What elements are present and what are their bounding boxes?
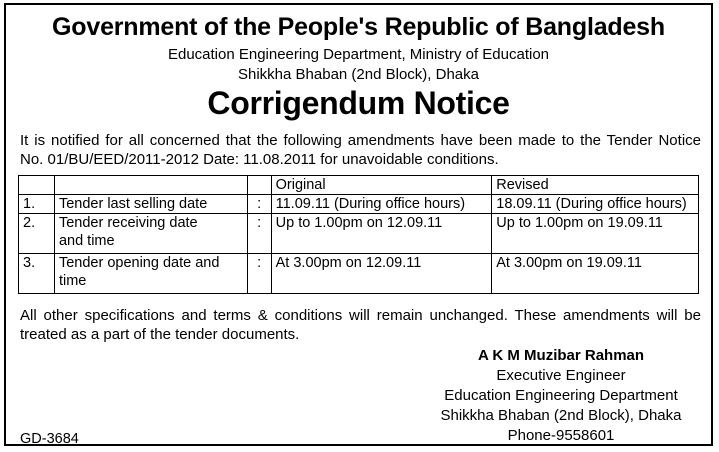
row-item <box>54 195 247 214</box>
row-item-text-cont: time <box>58 273 87 289</box>
reference-code: GD-3684 <box>20 431 79 447</box>
table-cell <box>247 176 271 195</box>
table-cell <box>19 176 55 195</box>
table-row <box>19 254 699 294</box>
table-cell <box>54 176 247 195</box>
government-title: Government of the People's Republic of Bangladesh <box>52 13 665 41</box>
row-original: 11.09.11 (During office hours) <box>271 195 492 214</box>
row-revised: Up to 1.00pm on 19.09.11 <box>492 214 699 254</box>
header-revised: Revised <box>492 176 699 195</box>
row-separator: : <box>247 214 271 254</box>
row-number: 1. <box>19 195 55 214</box>
intro-line-1: It is notified for all concerned that the following amendments have been made to the Tender Notice <box>20 132 701 149</box>
address-line: Shikkha Bhaban (2nd Block), Dhaka <box>238 66 479 83</box>
row-original: Up to 1.00pm on 12.09.11 <box>271 214 492 254</box>
table-header-row <box>19 176 699 195</box>
row-revised: At 3.00pm on 19.09.11 <box>492 254 699 294</box>
notice-title: Corrigendum Notice <box>207 85 510 121</box>
row-item-text: Tender opening date and <box>58 255 220 271</box>
table-row <box>19 195 699 214</box>
signatory-department: Education Engineering Department <box>444 387 678 404</box>
amendment-table <box>18 175 699 294</box>
signatory-phone: Phone-9558601 <box>507 427 615 444</box>
row-revised: 18.09.11 (During office hours) <box>492 195 699 214</box>
signature-block <box>436 346 686 446</box>
signatory-address: Shikkha Bhaban (2nd Block), Dhaka <box>440 407 682 424</box>
table-row <box>19 214 699 254</box>
row-number: 2. <box>19 214 55 254</box>
row-item <box>54 254 247 294</box>
row-number: 3. <box>19 254 55 294</box>
corrigendum-notice <box>4 3 713 446</box>
department-line: Education Engineering Department, Ministry of Education <box>167 46 550 63</box>
closing-line-2: treated as a part of the tender documents. <box>20 326 300 343</box>
header-original: Original <box>271 176 492 195</box>
closing-paragraph <box>20 306 701 344</box>
row-item-text: Tender last selling date <box>58 196 208 212</box>
intro-line-2: No. 01/BU/EED/2011-2012 Date: 11.08.2011 for unavoidable conditions. <box>20 151 499 168</box>
row-item-text-cont: and time <box>58 233 115 249</box>
signatory-designation: Executive Engineer <box>496 367 626 384</box>
row-separator: : <box>247 254 271 294</box>
row-separator: : <box>247 195 271 214</box>
signatory-name: A K M Muzibar Rahman <box>477 347 645 364</box>
intro-paragraph <box>20 131 701 169</box>
closing-line-1: All other specifications and terms & conditions will remain unchanged. These amendments will be <box>20 307 701 324</box>
row-original: At 3.00pm on 12.09.11 <box>271 254 492 294</box>
row-item <box>54 214 247 254</box>
row-item-text: Tender receiving date <box>58 215 198 231</box>
